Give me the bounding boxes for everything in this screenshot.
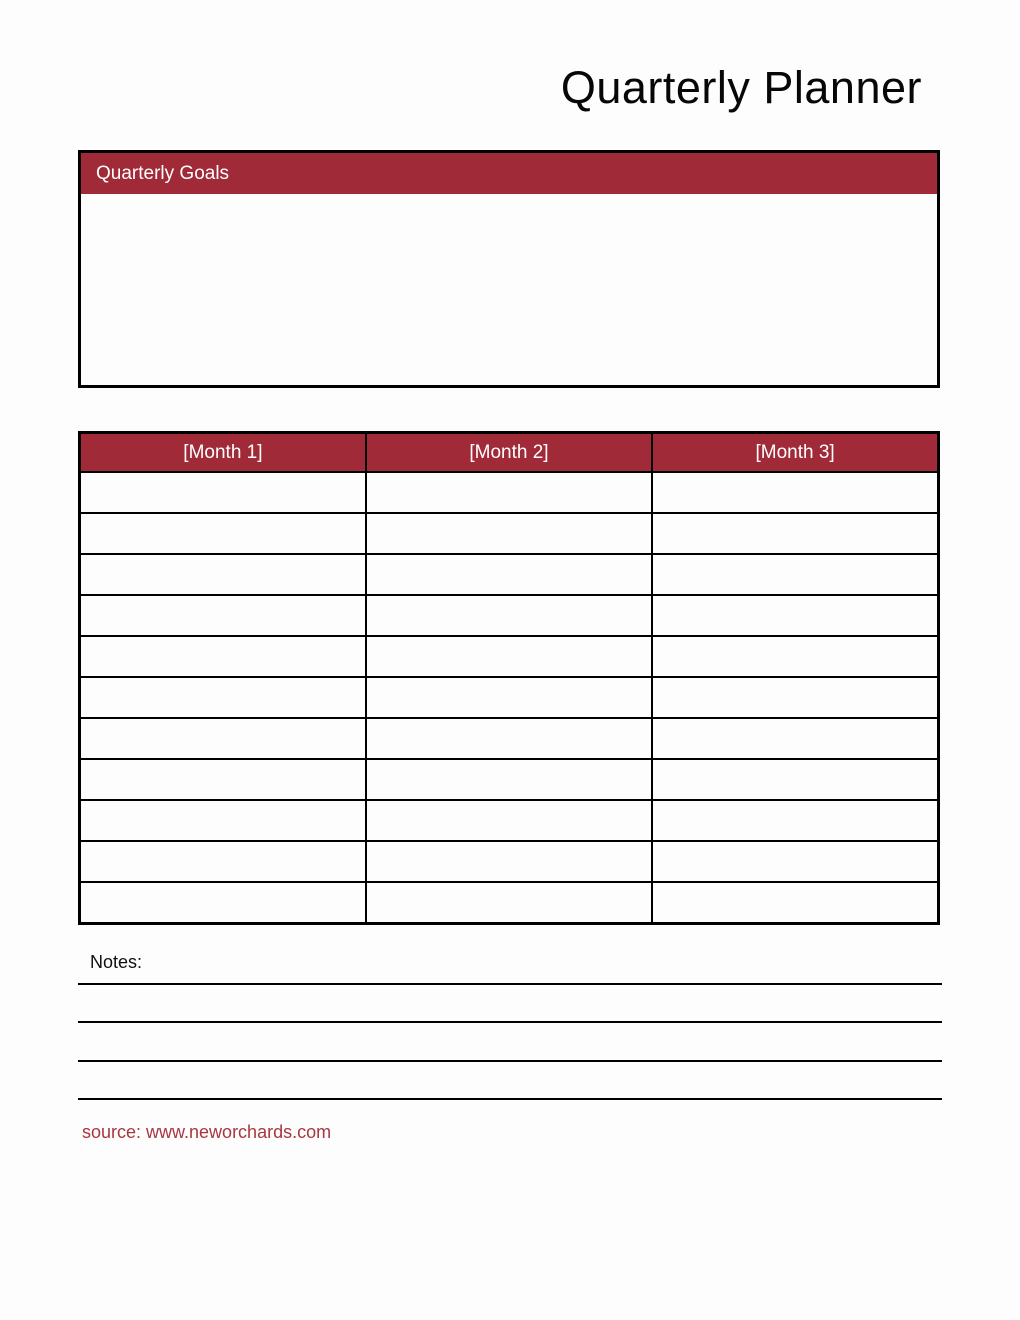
quarterly-goals-input-area[interactable] (81, 194, 937, 385)
month-2-cell[interactable] (366, 677, 652, 718)
quarterly-goals-box (78, 150, 940, 388)
table-row (80, 718, 939, 759)
notes-line[interactable] (78, 946, 942, 985)
month-1-cell[interactable] (80, 554, 366, 595)
month-3-cell[interactable] (652, 513, 938, 554)
month-2-cell[interactable] (366, 841, 652, 882)
notes-line[interactable] (78, 1023, 942, 1062)
month-2-cell[interactable] (366, 718, 652, 759)
month-1-cell[interactable] (80, 841, 366, 882)
month-1-cell[interactable] (80, 677, 366, 718)
table-row (80, 472, 939, 513)
month-1-cell[interactable] (80, 759, 366, 800)
source-attribution: source: www.neworchards.com (82, 1122, 332, 1142)
table-row (80, 800, 939, 841)
page-title: Quarterly Planner (560, 62, 922, 113)
month-3-cell[interactable] (652, 677, 938, 718)
table-row (80, 595, 939, 636)
month-1-cell[interactable] (80, 800, 366, 841)
month-2-cell[interactable] (366, 800, 652, 841)
month-2-cell[interactable] (366, 513, 652, 554)
month-3-cell[interactable] (652, 472, 938, 513)
month-1-cell[interactable] (80, 882, 366, 924)
month-2-cell[interactable] (366, 554, 652, 595)
table-row (80, 554, 939, 595)
month-3-cell[interactable] (652, 554, 938, 595)
table-row (80, 759, 939, 800)
month-3-cell[interactable] (652, 841, 938, 882)
month-2-cell[interactable] (366, 472, 652, 513)
month-3-cell[interactable] (652, 759, 938, 800)
month-1-cell[interactable] (80, 513, 366, 554)
month-2-header: [Month 2] (366, 433, 652, 473)
table-row (80, 636, 939, 677)
month-3-cell[interactable] (652, 800, 938, 841)
months-table (78, 431, 940, 925)
months-header-row (80, 433, 939, 473)
month-2-cell[interactable] (366, 636, 652, 677)
month-3-cell[interactable] (652, 718, 938, 759)
month-3-cell[interactable] (652, 636, 938, 677)
quarterly-goals-header: Quarterly Goals (81, 153, 937, 194)
month-1-cell[interactable] (80, 472, 366, 513)
month-2-cell[interactable] (366, 595, 652, 636)
notes-line[interactable] (78, 985, 942, 1024)
notes-label: Notes: (90, 952, 143, 972)
notes-line[interactable] (78, 1062, 942, 1101)
month-1-header: [Month 1] (80, 433, 366, 473)
month-3-header: [Month 3] (652, 433, 938, 473)
month-2-cell[interactable] (366, 882, 652, 924)
month-1-cell[interactable] (80, 636, 366, 677)
table-row (80, 677, 939, 718)
month-2-cell[interactable] (366, 759, 652, 800)
month-3-cell[interactable] (652, 595, 938, 636)
table-row (80, 882, 939, 924)
table-row (80, 841, 939, 882)
notes-section (78, 946, 942, 1106)
table-row (80, 513, 939, 554)
month-3-cell[interactable] (652, 882, 938, 924)
month-1-cell[interactable] (80, 595, 366, 636)
month-1-cell[interactable] (80, 718, 366, 759)
